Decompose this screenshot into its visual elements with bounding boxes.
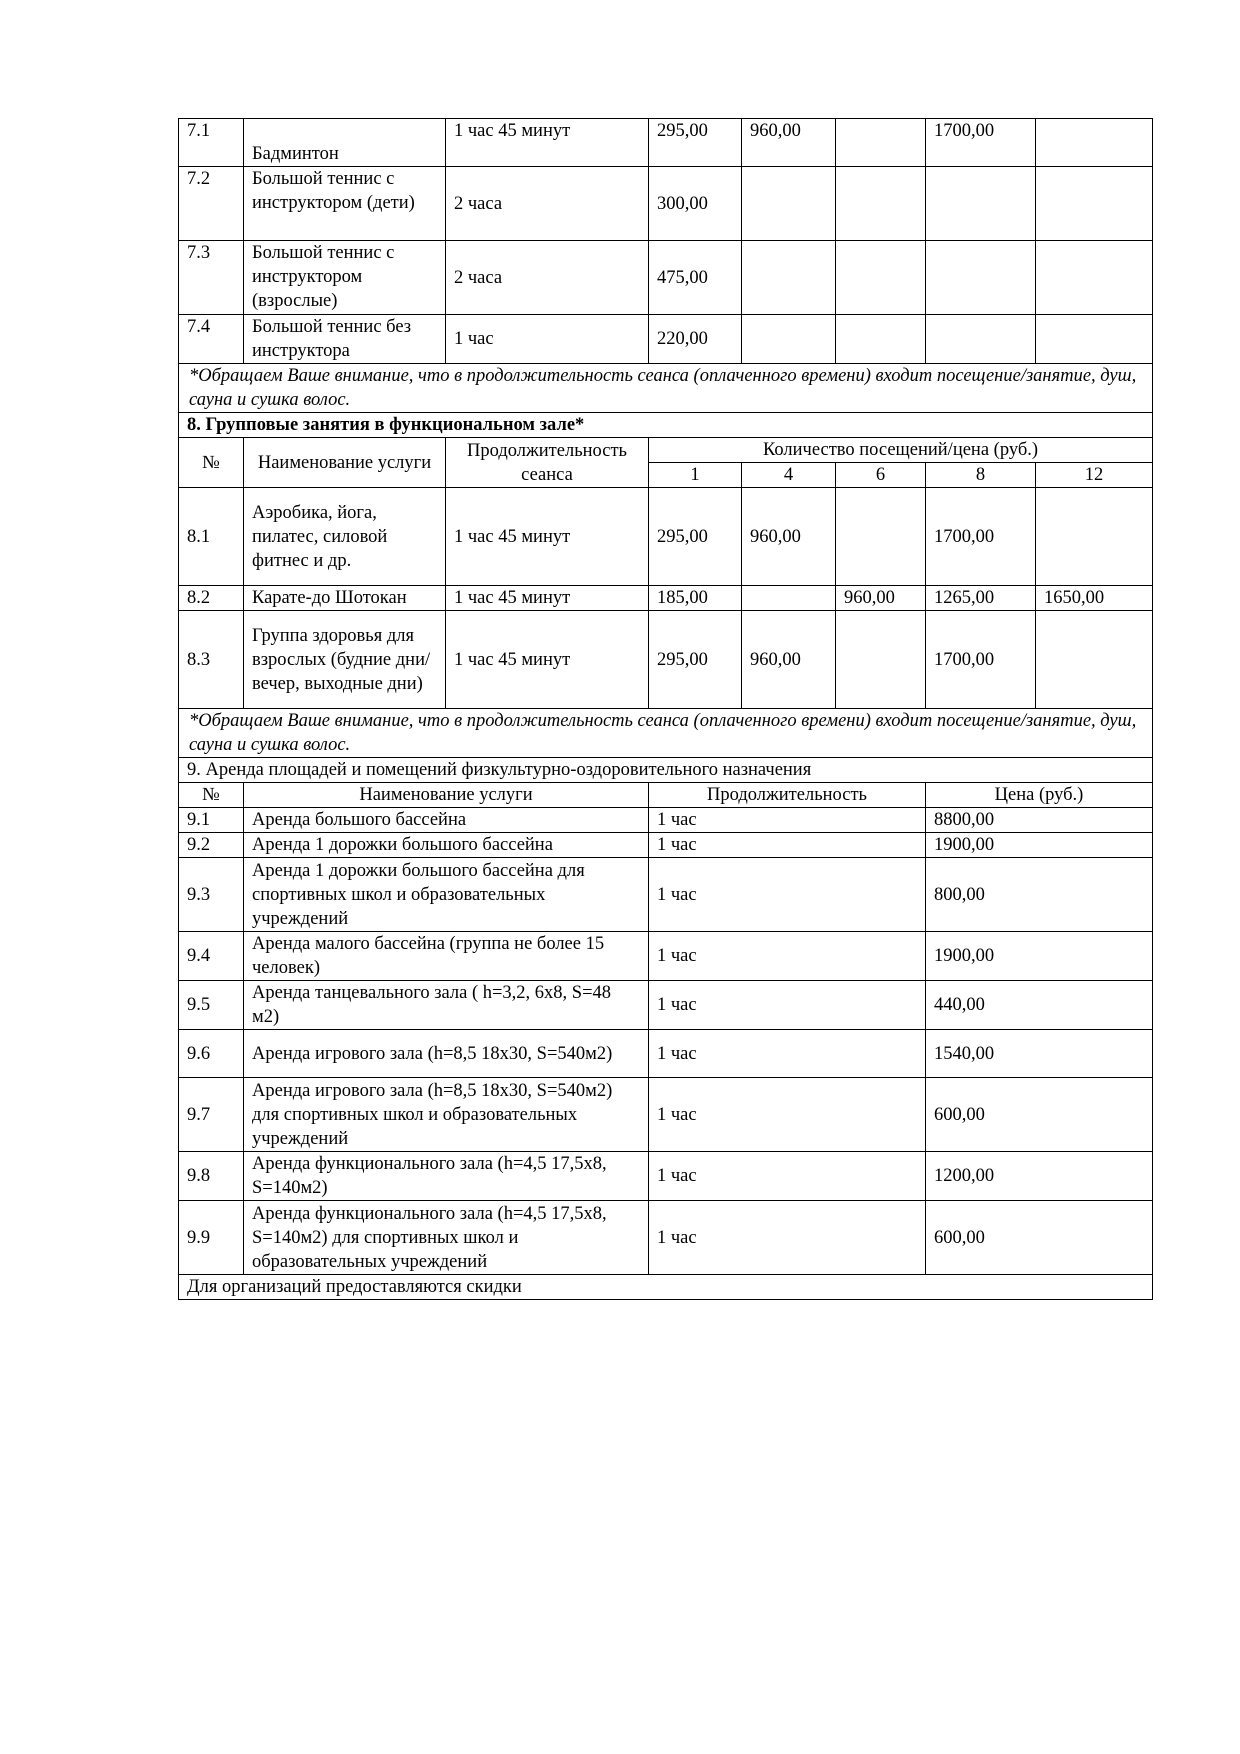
duration: 1 час <box>649 932 926 981</box>
table-row <box>179 1201 1153 1275</box>
price-8: 1700,00 <box>926 119 1036 167</box>
table-row <box>179 808 1153 833</box>
price-4 <box>742 586 836 611</box>
session-duration: 2 часа <box>446 241 649 315</box>
session-duration: 1 час 45 минут <box>446 488 649 586</box>
row-number: 8.2 <box>179 586 244 611</box>
price-4: 960,00 <box>742 119 836 167</box>
note-section-8: *Обращаем Ваше внимание, что в продолжительность сеанса (оплаченного времени) входит посещение/занятие, душ, сауна и сушка волос. <box>179 709 1153 758</box>
price-6 <box>836 241 926 315</box>
duration: 1 час <box>649 1030 926 1078</box>
session-duration: 1 час 45 минут <box>446 119 649 167</box>
price-4: 960,00 <box>742 611 836 709</box>
header-number: № <box>179 438 244 488</box>
row-number: 7.3 <box>179 241 244 315</box>
table-row <box>179 758 1153 783</box>
section-8-title: 8. Групповые занятия в функциональном зале* <box>179 413 1153 438</box>
session-duration: 1 час 45 минут <box>446 611 649 709</box>
price-6 <box>836 167 926 241</box>
service-name: Аренда 1 дорожки большого бассейна для спортивных школ и образовательных учреждений <box>244 858 649 932</box>
table-row <box>179 709 1153 758</box>
price-table <box>178 118 1153 1300</box>
price-1: 220,00 <box>649 315 742 364</box>
service-name: Аренда игрового зала (h=8,5 18х30, S=540м2) для спортивных школ и образовательных учреждений <box>244 1078 649 1152</box>
table-header-row <box>179 438 1153 463</box>
table-row <box>179 586 1153 611</box>
price-1: 295,00 <box>649 611 742 709</box>
table-row <box>179 858 1153 932</box>
row-number: 9.2 <box>179 833 244 858</box>
header-visits-8: 8 <box>926 463 1036 488</box>
row-number: 8.3 <box>179 611 244 709</box>
table-row <box>179 833 1153 858</box>
price-8 <box>926 167 1036 241</box>
header-number: № <box>179 783 244 808</box>
session-duration: 2 часа <box>446 167 649 241</box>
table-row <box>179 167 1153 241</box>
section-9-title: 9. Аренда площадей и помещений физкультурно-оздоровительного назначения <box>179 758 1153 783</box>
price: 1900,00 <box>926 833 1153 858</box>
price-6 <box>836 119 926 167</box>
price: 1200,00 <box>926 1152 1153 1201</box>
service-name: Бадминтон <box>244 119 446 167</box>
row-number: 9.1 <box>179 808 244 833</box>
service-name: Карате-до Шотокан <box>244 586 446 611</box>
duration: 1 час <box>649 981 926 1030</box>
table-row <box>179 981 1153 1030</box>
price-4 <box>742 315 836 364</box>
price-6 <box>836 611 926 709</box>
table-row <box>179 315 1153 364</box>
table-row <box>179 413 1153 438</box>
price-1: 475,00 <box>649 241 742 315</box>
header-service-name: Наименование услуги <box>244 783 649 808</box>
price: 600,00 <box>926 1078 1153 1152</box>
table-row <box>179 1030 1153 1078</box>
price: 1900,00 <box>926 932 1153 981</box>
price-12 <box>1036 241 1153 315</box>
price-1: 295,00 <box>649 119 742 167</box>
session-duration: 1 час 45 минут <box>446 586 649 611</box>
duration: 1 час <box>649 1201 926 1275</box>
row-number: 7.1 <box>179 119 244 167</box>
service-name: Аренда функционального зала (h=4,5 17,5х8, S=140м2) <box>244 1152 649 1201</box>
price: 1540,00 <box>926 1030 1153 1078</box>
price: 440,00 <box>926 981 1153 1030</box>
table-row <box>179 241 1153 315</box>
duration: 1 час <box>649 808 926 833</box>
header-visits-6: 6 <box>836 463 926 488</box>
service-name: Аренда игрового зала (h=8,5 18х30, S=540м2) <box>244 1030 649 1078</box>
price-1: 185,00 <box>649 586 742 611</box>
price: 800,00 <box>926 858 1153 932</box>
duration: 1 час <box>649 1152 926 1201</box>
row-number: 9.9 <box>179 1201 244 1275</box>
table-row <box>179 1078 1153 1152</box>
service-name: Большой теннис с инструктором (взрослые) <box>244 241 446 315</box>
price-8: 1700,00 <box>926 488 1036 586</box>
row-number: 9.4 <box>179 932 244 981</box>
table-row <box>179 611 1153 709</box>
table-row <box>179 1152 1153 1201</box>
service-name: Аренда большого бассейна <box>244 808 649 833</box>
table-row <box>179 364 1153 413</box>
table-row <box>179 119 1153 167</box>
service-name: Аэробика, йога, пилатес, силовой фитнес и др. <box>244 488 446 586</box>
price-8: 1700,00 <box>926 611 1036 709</box>
row-number: 8.1 <box>179 488 244 586</box>
price-8 <box>926 241 1036 315</box>
service-name: Аренда танцевального зала ( h=3,2, 6х8, S=48 м2) <box>244 981 649 1030</box>
price-4: 960,00 <box>742 488 836 586</box>
price-4 <box>742 241 836 315</box>
table-row <box>179 1275 1153 1300</box>
price-12: 1650,00 <box>1036 586 1153 611</box>
price: 600,00 <box>926 1201 1153 1275</box>
duration: 1 час <box>649 833 926 858</box>
header-session-duration: Продолжительность сеанса <box>446 438 649 488</box>
price-12 <box>1036 488 1153 586</box>
service-name: Группа здоровья для взрослых (будние дни/вечер, выходные дни) <box>244 611 446 709</box>
price-1: 300,00 <box>649 167 742 241</box>
table-row <box>179 488 1153 586</box>
note-section-7: *Обращаем Ваше внимание, что в продолжительность сеанса (оплаченного времени) входит посещение/занятие, душ, сауна и сушка волос. <box>179 364 1153 413</box>
session-duration: 1 час <box>446 315 649 364</box>
price-4 <box>742 167 836 241</box>
duration: 1 час <box>649 858 926 932</box>
service-name: Большой теннис с инструктором (дети) <box>244 167 446 241</box>
header-duration: Продолжительность <box>649 783 926 808</box>
header-visits-price: Количество посещений/цена (руб.) <box>649 438 1153 463</box>
service-name: Большой теннис без инструктора <box>244 315 446 364</box>
service-name: Аренда функционального зала (h=4,5 17,5х8, S=140м2) для спортивных школ и образовательных учреждений <box>244 1201 649 1275</box>
header-service-name: Наименование услуги <box>244 438 446 488</box>
price-6 <box>836 315 926 364</box>
price-6 <box>836 488 926 586</box>
row-number: 9.5 <box>179 981 244 1030</box>
header-visits-1: 1 <box>649 463 742 488</box>
table-row <box>179 932 1153 981</box>
duration: 1 час <box>649 1078 926 1152</box>
header-visits-4: 4 <box>742 463 836 488</box>
service-name: Аренда 1 дорожки большого бассейна <box>244 833 649 858</box>
price-8: 1265,00 <box>926 586 1036 611</box>
price-6: 960,00 <box>836 586 926 611</box>
table-header-row <box>179 783 1153 808</box>
row-number: 9.8 <box>179 1152 244 1201</box>
price-document <box>178 118 1152 1300</box>
price-1: 295,00 <box>649 488 742 586</box>
row-number: 7.2 <box>179 167 244 241</box>
discount-note: Для организаций предоставляются скидки <box>179 1275 1153 1300</box>
price-12 <box>1036 315 1153 364</box>
price: 8800,00 <box>926 808 1153 833</box>
price-12 <box>1036 167 1153 241</box>
row-number: 9.6 <box>179 1030 244 1078</box>
price-12 <box>1036 611 1153 709</box>
price-12 <box>1036 119 1153 167</box>
row-number: 7.4 <box>179 315 244 364</box>
header-visits-12: 12 <box>1036 463 1153 488</box>
price-8 <box>926 315 1036 364</box>
row-number: 9.3 <box>179 858 244 932</box>
service-name: Аренда малого бассейна (группа не более 15 человек) <box>244 932 649 981</box>
header-price: Цена (руб.) <box>926 783 1153 808</box>
row-number: 9.7 <box>179 1078 244 1152</box>
